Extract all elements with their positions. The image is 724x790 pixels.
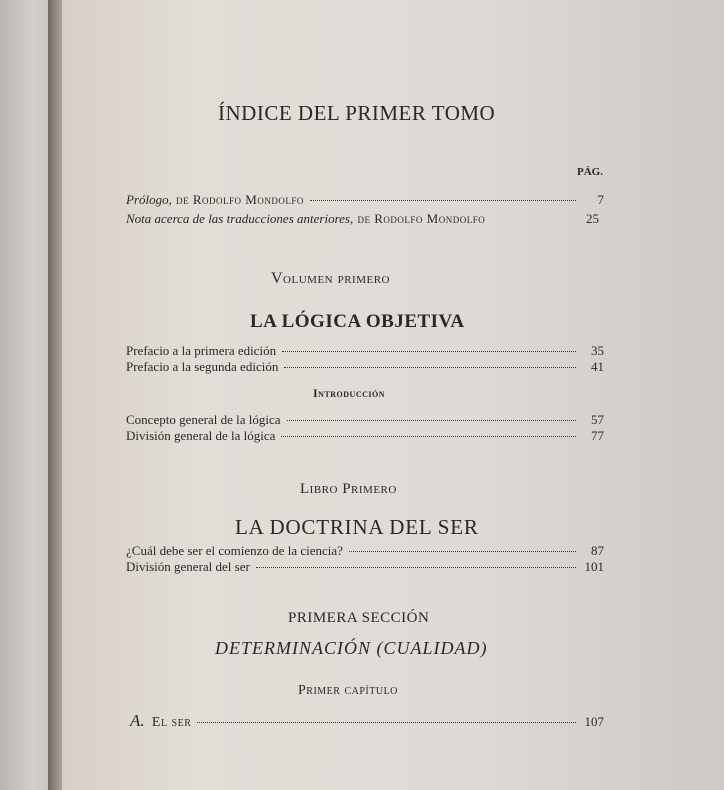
entry-label: ¿Cuál debe ser el comienzo de la ciencia? [126, 543, 343, 558]
entry-letter: A. [130, 711, 145, 730]
toc-entry-division-ser [126, 559, 604, 575]
entry-page: 87 [591, 543, 604, 558]
leader-dots [310, 199, 576, 201]
entry-page: 101 [584, 559, 604, 574]
toc-entry-prefacio-2 [126, 359, 604, 375]
entry-label: Prefacio a la primera edición [126, 343, 277, 358]
toc-entry-prologo [126, 192, 604, 208]
leader-dots [197, 721, 576, 723]
toc-entry-el-ser [130, 711, 604, 731]
leader-dots [256, 566, 576, 568]
entry-label: Concepto general de la lógica [126, 412, 281, 427]
volume-title: LA LÓGICA OBJETIVA [250, 311, 465, 332]
leader-dots [284, 366, 576, 368]
leader-dots [281, 435, 576, 437]
entry-label-italic: Prólogo [126, 192, 169, 207]
entry-label-author: , de Rodolfo Mondolfo [349, 211, 486, 226]
section-heading: PRIMERA SECCIÓN [288, 610, 430, 626]
entry-page: 7 [597, 192, 604, 207]
book-title: LA DOCTRINA DEL SER [235, 515, 479, 539]
entry-page: 77 [591, 428, 604, 443]
leader-dots [349, 550, 576, 552]
leader-dots [282, 350, 576, 352]
entry-label-italic: Nota acerca de las traducciones anteriores [126, 211, 350, 226]
entry-label-author: , de Rodolfo Mondolfo [168, 192, 304, 207]
entry-page: 107 [584, 714, 604, 729]
section-title: DETERMINACIÓN (CUALIDAD) [215, 638, 488, 658]
chapter-heading: Primer capítulo [298, 683, 398, 698]
page-column-header: PÁG. [577, 166, 603, 178]
volume-heading: Volumen primero [271, 270, 391, 287]
leader-dots [287, 419, 577, 421]
entry-page: 41 [591, 359, 604, 374]
entry-label: El ser [151, 715, 192, 730]
entry-label: División general del ser [126, 559, 250, 574]
entry-page: 25 [586, 211, 599, 226]
toc-entry-comienzo [126, 543, 604, 559]
entry-label: División general de la lógica [126, 428, 276, 443]
toc-entry-division-logica [126, 428, 604, 444]
entry-label: Prefacio a la segunda edición [126, 359, 279, 374]
book-heading: Libro Primero [300, 481, 397, 497]
toc-entry-prefacio-1 [126, 343, 604, 359]
entry-page: 35 [591, 343, 604, 358]
introduction-heading: Introducción [313, 386, 386, 400]
page-title: ÍNDICE DEL PRIMER TOMO [218, 101, 496, 125]
toc-entry-nota [126, 211, 485, 227]
entry-page: 57 [591, 412, 604, 427]
toc-entry-concepto [126, 412, 604, 428]
